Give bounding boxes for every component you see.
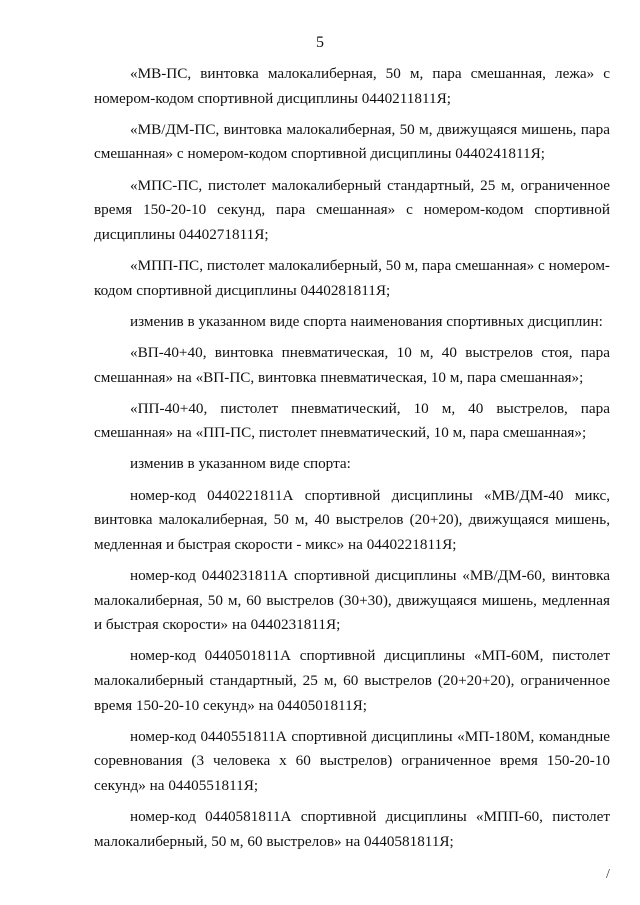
page-number: 5 bbox=[316, 34, 324, 51]
corner-handwritten-mark: / bbox=[606, 867, 610, 882]
paragraph: изменив в указанном виде спорта: bbox=[130, 455, 351, 473]
paragraph: номер-код 0440501811А спортивной дисциплины «МП-60М, пистолет малокалиберный стандартный, 25 м, 60 выстрелов (20+20+20), ограниченное время 150-20-10 секунд» на 0440501811Я; bbox=[94, 647, 610, 714]
paragraph: номер-код 0440551811А спортивной дисциплины «МП-180М, командные соревнования (3 человека х 60 выстрелов) ограниченное время 150-20-10 секунд» на 0440551811Я; bbox=[94, 727, 610, 794]
paragraph: «МВ/ДМ-ПС, винтовка малокалиберная, 50 м, движущаяся мишень, пара смешанная» с номером-кодом спортивной дисциплины 0440241811Я; bbox=[94, 120, 610, 163]
paragraph: «МВ-ПС, винтовка малокалиберная, 50 м, пара смешанная, лежа» с номером-кодом спортивной дисциплины 0440211811Я; bbox=[94, 65, 610, 107]
paragraph: «МПП-ПС, пистолет малокалиберный, 50 м, пара смешанная» с номером-кодом спортивной дисциплины 0440281811Я; bbox=[94, 256, 610, 299]
paragraph: номер-код 0440581811А спортивной дисциплины «МПП-60, пистолет малокалиберный, 50 м, 60 выстрелов» на 0440581811Я; bbox=[94, 808, 610, 850]
paragraph: номер-код 0440221811А спортивной дисциплины «МВ/ДМ-40 микс, винтовка малокалиберная, 50 м, 40 выстрелов (20+20), движущаяся мишень, медленная и быстрая скорости - микс» на 0440221811Я; bbox=[94, 486, 610, 553]
document-body bbox=[94, 62, 610, 861]
paragraph: «ВП-40+40, винтовка пневматическая, 10 м, 40 выстрелов стоя, пара смешанная» на «ВП-ПС, винтовка пневматическая, 10 м, пара смешанная»; bbox=[94, 343, 610, 386]
paragraph: изменив в указанном виде спорта наименования спортивных дисциплин: bbox=[130, 312, 603, 330]
paragraph: «МПС-ПС, пистолет малокалиберный стандартный, 25 м, ограниченное время 150-20-10 секунд, пара смешанная» с номером-кодом спортивной дисциплины 0440271811Я; bbox=[94, 176, 610, 243]
paragraph: «ПП-40+40, пистолет пневматический, 10 м, 40 выстрелов, пара смешанная» на «ПП-ПС, пистолет пневматический, 10 м, пара смешанная»; bbox=[94, 399, 610, 442]
paragraph: номер-код 0440231811А спортивной дисциплины «МВ/ДМ-60, винтовка малокалиберная, 50 м, 60 выстрелов (30+30), движущаяся мишень, медленная и быстрая скорости» на 0440231811Я; bbox=[94, 567, 610, 634]
